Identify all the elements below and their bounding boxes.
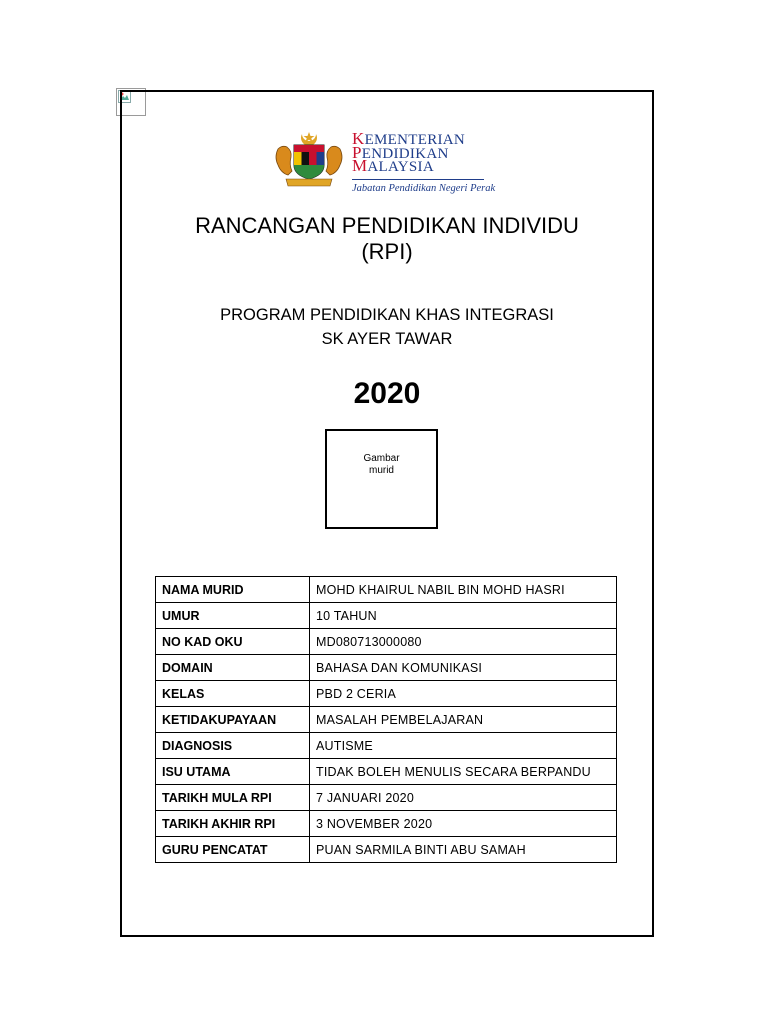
table-row (156, 759, 617, 785)
title-line-2: (RPI) (361, 239, 413, 264)
row-value: MD080713000080 (310, 629, 617, 655)
ministry-logo (272, 129, 496, 194)
wordmark-divider (352, 179, 484, 180)
program-line-2: SK AYER TAWAR (321, 330, 453, 348)
row-value: AUTISME (310, 733, 617, 759)
table-row (156, 733, 617, 759)
row-value: BAHASA DAN KOMUNIKASI (310, 655, 617, 681)
table-row (156, 811, 617, 837)
row-value: TIDAK BOLEH MENULIS SECARA BERPANDU (310, 759, 617, 785)
row-label: TARIKH MULA RPI (156, 785, 310, 811)
title-line-1: RANCANGAN PENDIDIKAN INDIVIDU (195, 213, 579, 238)
row-value: 7 JANUARI 2020 (310, 785, 617, 811)
row-value: 3 NOVEMBER 2020 (310, 811, 617, 837)
table-row (156, 577, 617, 603)
row-value: 10 TAHUN (310, 603, 617, 629)
row-value: PBD 2 CERIA (310, 681, 617, 707)
row-label: DOMAIN (156, 655, 310, 681)
row-label: TARIKH AKHIR RPI (156, 811, 310, 837)
year-heading: 2020 (353, 377, 421, 410)
document-title (120, 213, 654, 265)
wordmark-line: PENDIDIKAN (352, 142, 449, 162)
table-row (156, 655, 617, 681)
row-value: MOHD KHAIRUL NABIL BIN MOHD HASRI (310, 577, 617, 603)
row-label: NO KAD OKU (156, 629, 310, 655)
table-row (156, 837, 617, 863)
table-row (156, 629, 617, 655)
row-label: DIAGNOSIS (156, 733, 310, 759)
department-subtitle: Jabatan Pendidikan Negeri Perak (352, 182, 496, 194)
table-row (156, 785, 617, 811)
row-label: UMUR (156, 603, 310, 629)
photo-label-2: murid (368, 465, 394, 476)
row-value: MASALAH PEMBELAJARAN (310, 707, 617, 733)
row-label: NAMA MURID (156, 577, 310, 603)
student-photo-placeholder (325, 429, 438, 529)
program-line-1: PROGRAM PENDIDIKAN KHAS INTEGRASI (220, 306, 554, 324)
student-info-table (155, 576, 617, 863)
wordmark-line: KEMENTERIAN (352, 129, 466, 148)
wordmark-line: MALAYSIA (352, 156, 434, 175)
row-label: KETIDAKUPAYAAN (156, 707, 310, 733)
row-label: ISU UTAMA (156, 759, 310, 785)
coat-of-arms-icon (272, 131, 346, 189)
row-value: PUAN SARMILA BINTI ABU SAMAH (310, 837, 617, 863)
row-label: GURU PENCATAT (156, 837, 310, 863)
table-row (156, 707, 617, 733)
table-row (156, 681, 617, 707)
ministry-wordmark (352, 129, 496, 194)
row-label: KELAS (156, 681, 310, 707)
program-title (120, 303, 654, 351)
photo-label-1: Gambar (363, 453, 400, 464)
table-row (156, 603, 617, 629)
